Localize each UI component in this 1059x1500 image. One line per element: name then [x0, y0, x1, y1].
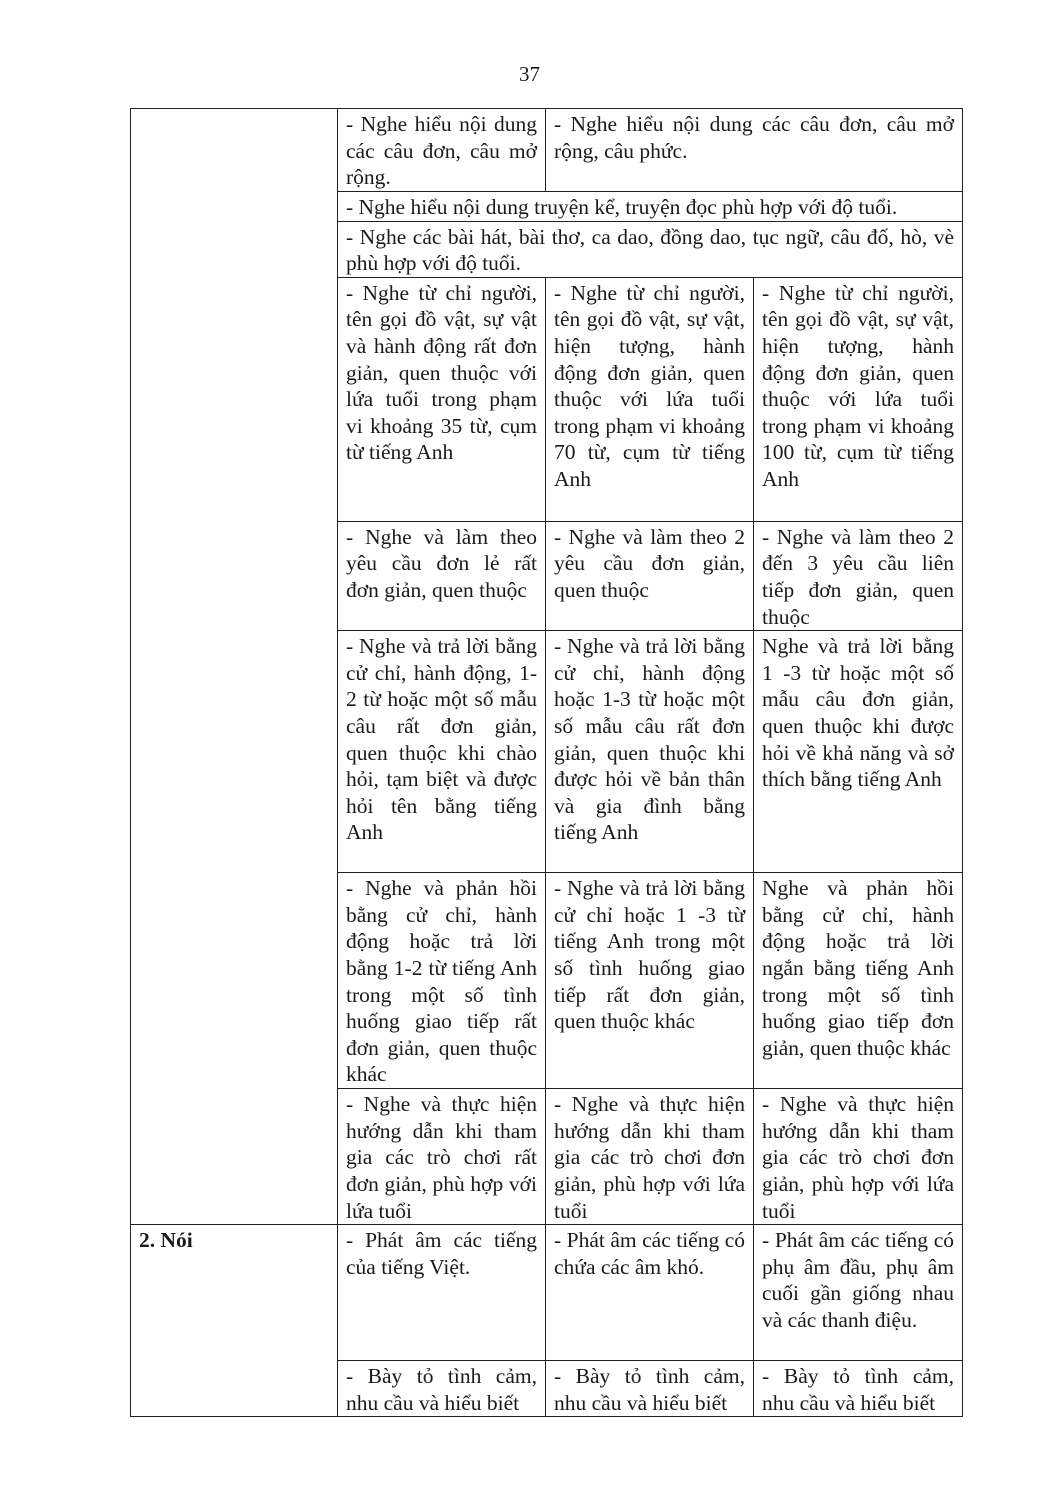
table-cell: - Phát âm các tiếng của tiếng Việt.: [338, 1225, 546, 1361]
table-cell: - Nghe và phản hồi bằng cử chỉ, hành động hoặc trả lời bằng 1-2 từ tiếng Anh trong một số tình huống giao tiếp rất đơn giản, quen thuộc khác: [338, 873, 546, 1089]
table-cell: - Bày tỏ tình cảm, nhu cầu và hiểu biết: [338, 1361, 546, 1417]
table-row: [131, 1225, 963, 1361]
table-cell: - Nghe từ chỉ người, tên gọi đồ vật, sự vật, hiện tượng, hành động đơn giản, quen thuộc với lứa tuổi trong phạm vi khoảng 70 từ, cụm từ tiếng Anh: [546, 277, 754, 521]
table-cell: - Nghe và trả lời bằng cử chỉ, hành động hoặc 1-3 từ hoặc một số mẫu câu rất đơn giản, quen thuộc khi được hỏi về bản thân và gia đình bằng tiếng Anh: [546, 631, 754, 873]
table-cell: - Phát âm các tiếng có phụ âm đầu, phụ âm cuối gần giống nhau và các thanh điệu.: [754, 1225, 963, 1361]
section-cell-listening: [131, 109, 338, 1225]
table-cell: - Nghe và trả lời bằng cử chỉ, hành động, 1-2 từ hoặc một số mẫu câu rất đơn giản, quen thuộc khi chào hỏi, tạm biệt và được hỏi tên bằng tiếng Anh: [338, 631, 546, 873]
table-cell: - Nghe và thực hiện hướng dẫn khi tham gia các trò chơi đơn giản, phù hợp với lứa tuổi: [546, 1089, 754, 1225]
table-cell: - Bày tỏ tình cảm, nhu cầu và hiểu biết: [546, 1361, 754, 1417]
table-cell: - Nghe và thực hiện hướng dẫn khi tham gia các trò chơi rất đơn giản, phù hợp với lứa tuổi: [338, 1089, 546, 1225]
table-cell: - Nghe từ chỉ người, tên gọi đồ vật, sự vật, hiện tượng, hành động đơn giản, quen thuộc với lứa tuổi trong phạm vi khoảng 100 từ, cụm từ tiếng Anh: [754, 277, 963, 521]
table-row: [131, 109, 963, 192]
curriculum-table: [130, 108, 963, 1417]
table-cell: Nghe và trả lời bằng 1 -3 từ hoặc một số mẫu câu đơn giản, quen thuộc khi được hỏi về khả năng và sở thích bằng tiếng Anh: [754, 631, 963, 873]
table-cell: - Nghe từ chỉ người, tên gọi đồ vật, sự vật và hành động rất đơn giản, quen thuộc với lứa tuổi trong phạm vi khoảng 35 từ, cụm từ tiếng Anh: [338, 277, 546, 521]
table-cell: - Nghe các bài hát, bài thơ, ca dao, đồng dao, tục ngữ, câu đố, hò, vè phù hợp với độ tuổi.: [338, 221, 963, 277]
section-title-speaking: 2. Nói: [131, 1225, 338, 1417]
page-number: 37: [519, 62, 540, 86]
table-cell: - Nghe và làm theo 2 đến 3 yêu cầu liên tiếp đơn giản, quen thuộc: [754, 521, 963, 630]
table-cell: - Nghe và trả lời bằng cử chỉ hoặc 1 -3 từ tiếng Anh trong một số tình huống giao tiếp rất đơn giản, quen thuộc khác: [546, 873, 754, 1089]
table-cell: - Nghe hiểu nội dung các câu đơn, câu mở rộng, câu phức.: [546, 109, 963, 192]
table-cell: - Nghe và làm theo yêu cầu đơn lẻ rất đơn giản, quen thuộc: [338, 521, 546, 630]
table-cell: - Bày tỏ tình cảm, nhu cầu và hiểu biết: [754, 1361, 963, 1417]
table-cell: - Nghe và làm theo 2 yêu cầu đơn giản, quen thuộc: [546, 521, 754, 630]
table-cell: - Nghe hiểu nội dung các câu đơn, câu mở rộng.: [338, 109, 546, 192]
table-cell: - Nghe và thực hiện hướng dẫn khi tham gia các trò chơi đơn giản, phù hợp với lứa tuổi: [754, 1089, 963, 1225]
table-cell: - Nghe hiểu nội dung truyện kể, truyện đọc phù hợp với độ tuổi.: [338, 192, 963, 222]
table-cell: Nghe và phản hồi bằng cử chỉ, hành động hoặc trả lời ngắn bằng tiếng Anh trong một số tình huống giao tiếp đơn giản, quen thuộc khác: [754, 873, 963, 1089]
table-cell: - Phát âm các tiếng có chứa các âm khó.: [546, 1225, 754, 1361]
